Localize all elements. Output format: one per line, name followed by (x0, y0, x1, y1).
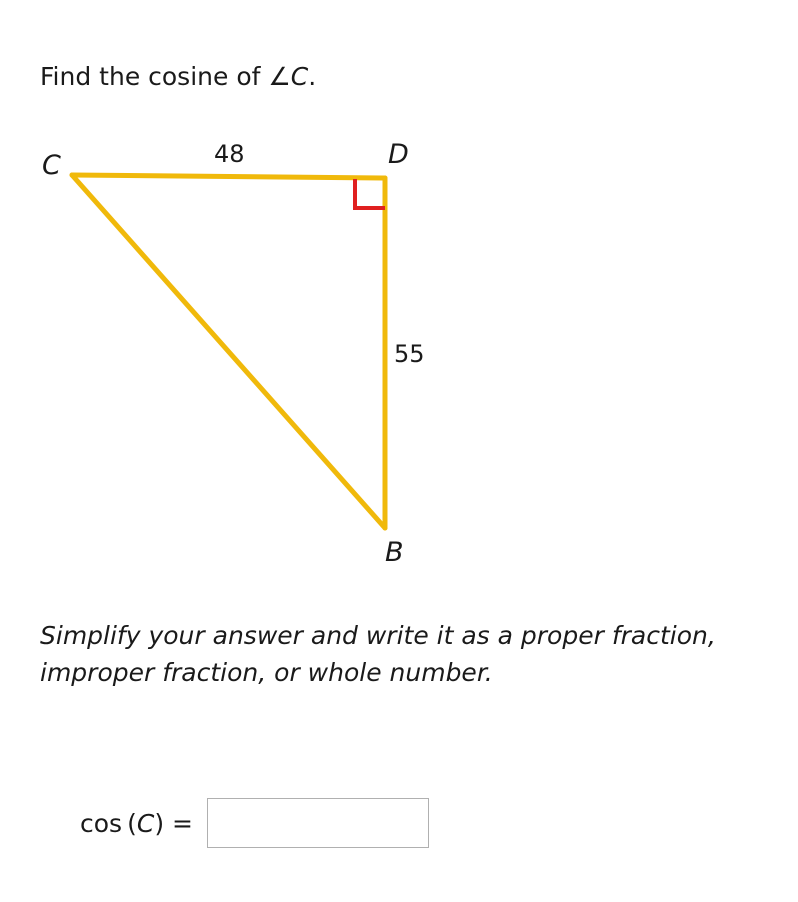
side-length-cd: 48 (214, 140, 245, 168)
angle-vertex-label: C (290, 62, 309, 91)
prompt-lead-text: Find the cosine of (40, 62, 269, 91)
angle-symbol: ∠ (268, 62, 291, 91)
segment-cb (72, 175, 385, 528)
answer-variable: C (136, 808, 155, 838)
close-paren: ) (154, 808, 165, 838)
triangle-svg (0, 120, 560, 590)
prompt-period: . (308, 62, 317, 91)
vertex-label-b: B (385, 537, 404, 568)
instructions-text: Simplify your answer and write it as a proper fraction, improper fraction, or whole number. (40, 621, 716, 687)
vertex-label-c: C (42, 150, 61, 181)
equals-sign: = (172, 808, 193, 838)
answer-expression (80, 809, 193, 838)
segment-cd (72, 175, 385, 178)
cos-function-label: cos (80, 808, 123, 838)
answer-row (80, 798, 429, 848)
answer-input[interactable] (207, 798, 429, 848)
page-title (40, 62, 316, 92)
vertex-label-d: D (388, 139, 409, 170)
open-paren: ( (127, 808, 137, 838)
triangle-figure (0, 120, 560, 590)
right-angle-marker-icon (355, 179, 385, 208)
side-length-db: 55 (394, 340, 425, 368)
